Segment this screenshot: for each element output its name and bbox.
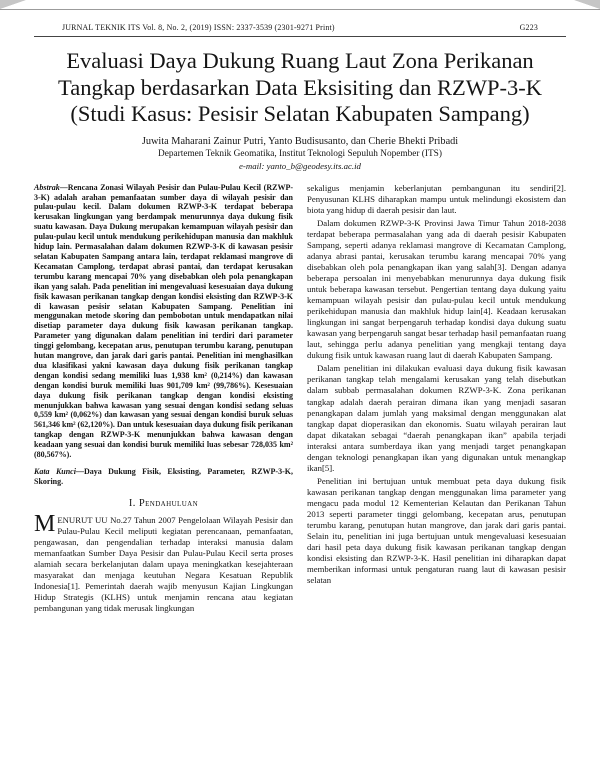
two-column-body <box>34 183 566 617</box>
section-heading-pendahuluan: I. Pendahuluan <box>128 497 199 509</box>
left-column <box>34 183 293 617</box>
paper-title: Evaluasi Daya Dukung Ruang Laut Zona Perikanan Tangkap berdasarkan Data Eksisiting dan RZWP-3-K (Studi Kasus: Pesisir Selatan Kabupaten Sampang) <box>58 48 542 127</box>
paper-page <box>0 10 600 776</box>
abstract-paragraph <box>34 183 293 460</box>
email-address[interactable]: yanto_b@geodesy.its.ac.id <box>266 160 361 171</box>
body-paragraph: Dalam penelitian ini dilakukan evaluasi daya dukung fisik kawasan perikanan tangkap telah mengalami kerusakan yang telah disebutkan dalam subbab permasalahan dokumen RZWP-3-K. Zona perikanan tangkap adalah daerah perairan dimana ikan yang menjadi sasaran penangkapan dalam jumlah yang maksimal dengan menggunakan alat tangkap dapat dioperasikan dan ekonomis. Suatu wilayah perairan laut dapat dikatakan sebagai “daerah penangkapan ikan” apabila terjadi interaksi antara sumberdaya ikan yang menjadi target penangkapan dengan teknologi penangkapan ikan yang digunakan untuk menangkap ikan[5]. <box>307 363 566 473</box>
abstract-label: Abstrak— <box>34 182 68 192</box>
dropcap-letter: M <box>34 510 56 537</box>
abstract-text: Rencana Zonasi Wilayah Pesisir dan Pulau-Pulau Kecil (RZWP-3-K) adalah arahan pemanfaatan sumber daya di wilayah pesisir dan pulau-pulau kecil. Dalam dokumen RZWP-3-K terdapat beberapa kerusakan lingkungan yang berdampak menurunnya daya dukung fisik suatu kawasan. Daya Dukung merupakan kemampuan wilayah pesisir dan pulau-pulau kecil untuk mendukung perikehidupan manusia dan makhluk hidup lain. Permasalahan dalam dokumen RZWP-3-K di kawasan pesisir selatan Kabupaten Sampang antara lain, terdapat reklamasi mangrove di Kecamatan Camplong, terdapat abrasi pantai, dan terdapat kerusakan terumbu karang mencapai 70% yang disebabkan oleh pola penangkapan ikan yang salah. Pada penelitian ini mengevaluasi kesesuaian daya dukung fisik kawasan perikanan tangkap dengan kondisi eksisting dan RZWP-3-K di kawasan pesisir selatan Kabupaten Sampang. Penelitian ini menggunakan metode skoring dan pembobotan untuk mendapatkan nilai disetiap parameter daya dukung fisik kawasan perikanan tangkap. Parameter yang digunakan dalam penelitian ini terdiri dari parameter tinggi gelombang, kecepatan arus, penutupan terumbu karang, penutupan hutan mangrove, dan jarak dari garis pantai. Penelitian ini menghasilkan dua klasifikasi yakni kawasan daya dukung fisik perikanan tangkap dengan kondisi sedang memiliki luas 1,938 km² (0,214%) dan kawasan dengan kondisi buruk memiliki luas 901,709 km² (99,786%). Kesesuaian daya dukung fisik perikanan tangkap dengan kondisi eksisting menunjukkan bahwa kawasan yang sesuai dengan kondisi sedang seluas 0,559 km² (0,062%) dan kawasan yang sesuai dengan kondisi buruk seluas 561,346 km² (62,120%). Dan untuk kesesuaian daya dukung fisik perikanan tangkap dengan RZWP-3-K menunjukkan bahwa kawasan dengan keadaan yang sesuai dan kondisi buruk memiliki luas sebesar 728,035 km² (80,567%). <box>34 182 293 460</box>
journal-info: JURNAL TEKNIK ITS Vol. 8, No. 2, (2019) ISSN: 2337-3539 (2301-9271 Print) <box>62 23 335 32</box>
email-line <box>34 161 566 171</box>
authors-line: Juwita Maharani Zainur Putri, Yanto Budisusanto, dan Cherie Bhekti Pribadi <box>141 135 459 147</box>
keywords-text: Daya Dukung Fisik, Eksisting, Parameter, RZWP-3-K, Skoring. <box>34 467 293 486</box>
page-corner-left <box>0 0 26 9</box>
affiliation-line: Departemen Teknik Geomatika, Institut Teknologi Sepuluh Nopember (ITS) <box>158 148 442 159</box>
page-corner-right <box>574 0 600 9</box>
body-paragraph: Dalam dokumen RZWP-3-K Provinsi Jawa Timur Tahun 2018-2038 terdapat beberapa permasalahan yang ada di daerah pesisir Kabupaten Sampang, seperti adanya reklamasi mangrove di Kecamatan Camplong, adanya abrasi pantai, kerusakan terumbu karang mencapai 70% yang disebabkan oleh pola penangkapan ikan yang salah[3]. Dengan adanya beberapa persoalan ini menyebabkan menurunnya daya dukung fisik untuk beberapa kawasan tersebut. Pengertian tentang daya dukung yaitu kemampuan wilayah pesisir dan pulau-pulau kecil untuk mendukung perikehidupan manusia dan makhluk hidup lain[4]. Keadaan kerusakan lingkungan ini sangat berpengaruh terhadap kondisi daya dukung suatu kawasan yang berpengaruh sangat besar terhadap hasil pemanfaatan ruang laut, sehingga perlu adanya penelitian yang mengkaji tentang daya dukung fisik untuk kawasan ruang laut di daerah Kabupaten Sampang. <box>307 217 566 361</box>
email-label: e-mail: <box>239 160 267 171</box>
running-head <box>34 23 566 37</box>
body-paragraph: sekaligus menjamin keberlanjutan pembangunan itu sendiri[2]. Penyusunan KLHS diharapkan mampu untuk melindungi ekosistem dan biota yang hidup di daerah pesisir dan laut. <box>307 182 566 215</box>
keywords-label: Kata Kunci— <box>34 467 84 477</box>
intro-paragraph-text: UU No.27 Tahun 2007 Pengelolaan Wilayah Pesisir dan Pulau-Pulau Kecil meliputi kegiatan perencanaan, pemanfaatan, pengawasan, dan pengendalian terhadap interaksi manusia dalam memanfaatkan Sumber Daya Pesisir dan Pulau-Pulau Kecil serta proses alamiah secara berkelanjutan dalam upaya meningkatkan kesejahteraan masyarakat dan menjaga keutuhan Negara Kesatuan Republik Indonesia[1]. Pemerintah daerah wajib menyusun Kajian Lingkungan Hidup Strategis (KLHS) untuk menjamin rencana atau kegiatan pembangunan yang tidak merusak lingkungan <box>34 514 293 614</box>
right-column <box>307 183 566 617</box>
intro-first-word: ENURUT <box>57 514 93 525</box>
body-paragraph: Penelitian ini bertujuan untuk membuat peta daya dukung fisik kawasan perikanan tangkap dengan menggunakan lima parameter yang mengacu pada modul 12 Kementerian Kelautan dan Perikanan Tahun 2013 seperti parameter tinggi gelombang, kecepatan arus, penutupan terumbu karang, penutupan hutan mangrove, dan jarak dari garis pantai. Selain itu, penelitian ini juga bertujuan untuk mengevaluasi kesesuaian dari hasil peta daya dukung fisik kawasan perikanan tangkap dengan kondisi eksisting dan RZWP-3-K. Hasil penelitian ini diharapkan dapat memberikan informasi untuk pengaturan ruang laut di kawasan pesisir selatan <box>307 475 566 586</box>
page-number: G223 <box>519 23 538 32</box>
keywords-paragraph <box>34 467 293 487</box>
intro-paragraph <box>34 510 293 614</box>
